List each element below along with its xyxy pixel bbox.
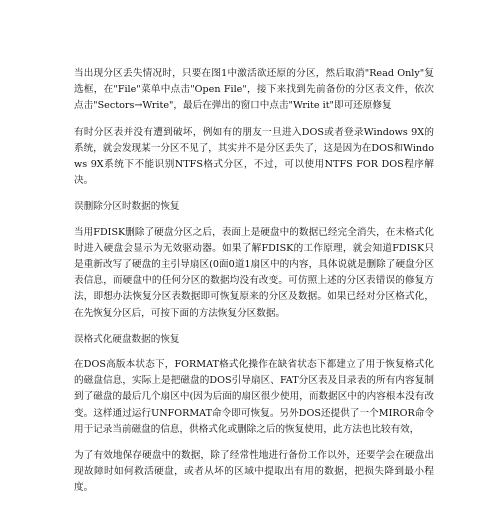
paragraph-fdisk-recovery: 当用FDISK删除了硬盘分区之后，表面上是硬盘中的数据已经完全消失，在未格式化时进入硬盘会显示为无效驱动器。如果了解FDISK的工作原理，就会知道FDISK只是重新改写了硬盘的主引导扇区(0面0道1扇区中的内容，具体说就是删除了硬盘分区表信息，而硬盘中的任何分区的数据均没有改变。可仿照上述的分区表错误的修复方法，即想办法恢复分区表数据即可恢复原来的分区及数据。如果已经对分区格式化，在先恢复分区后，可按下面的方法恢复分区数据。 [74,226,434,319]
paragraph-ntfs-note: 有时分区表并没有遭到破坏，例如有的朋友一旦进入DOS或者登录Windows 9X的系统，就会发现某一分区不见了，其实并不是分区丢失了，这是因为在DOS和Windows 9X系统下不能识别NTFS格式分区，不过，可以使用NTFS FOR DOS程序解决。 [74,126,434,187]
section-heading-format-recovery: 误格式化硬盘数据的恢复 [74,333,180,345]
document-body [74,66,434,497]
paragraph-unformat-recovery: 在DOS高版本状态下，FORMAT格式化操作在缺省状态下都建立了用于恢复格式化的磁盘信息，实际上是把磁盘的DOS引导扇区、FAT分区表及目录表的所有内容复制到了磁盘的最后几个扇区中(因为后面的扇区很少使用，而数据区中的内容根本没有改变。这样通过运行UNFORMAT命令即可恢复。另外DOS还提供了一个MIROR命令用于记录当前磁盘的信息，供格式化或删除之后的恢复使用，此方法也比较有效， [74,359,434,435]
section-heading-deleted-partition: 误删除分区时数据的恢复 [74,201,180,213]
paragraph-conclusion: 为了有效地保存硬盘中的数据，除了经常性地进行备份工作以外，还要学会在硬盘出现故障时如何救活硬盘，或者从坏的区域中提取出有用的数据，把损失降到最小程度。 [74,450,434,494]
paragraph-restore-partition: 当出现分区丢失情况时，只要在图1中激活欲还原的分区，然后取消"Read Only"复选框，在"File"菜单中点击"Open File"，接下来找到先前备份的分区表文件，依次点击"Sectors→Write"，最后在弹出的窗口中点击"Write it"即可还原修复 [74,68,434,112]
